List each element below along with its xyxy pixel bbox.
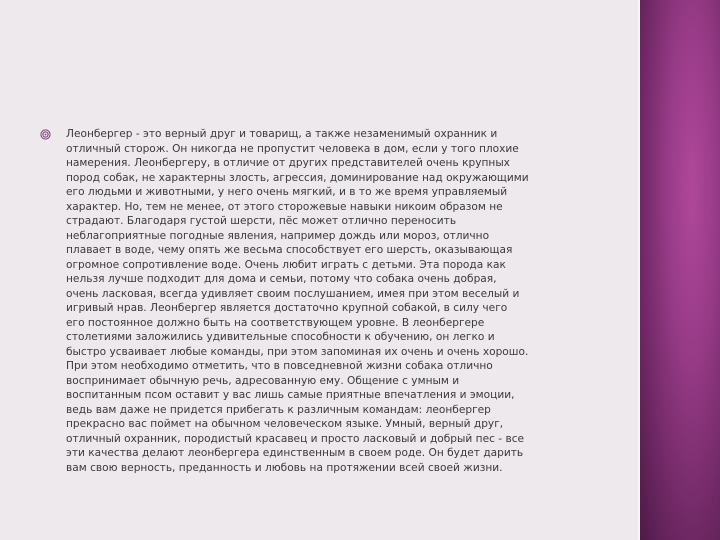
paragraph-line: При этом необходимо отметить, что в повседневной жизни собака отлично [66, 360, 493, 372]
paragraph-line: прекрасно вас поймет на обычном человеческом языке. Умный, верный друг, [66, 418, 504, 430]
paragraph-line: игривый нрав. Леонбергер является достаточно крупной собакой, в силу чего [66, 302, 508, 314]
paragraph-line: отличный охранник, породистый красавец и просто ласковый и добрый пес - все [66, 432, 525, 445]
paragraph-line: плавает в воде, чему опять же весьма способствует его шерсть, оказывающая [66, 244, 513, 256]
paragraph-line: быстро усваивает любые команды, при этом запоминая их очень и очень хорошо. [66, 345, 529, 358]
paragraph-line: страдают. Благодаря густой шерсти, пёс может отлично переносить [66, 215, 457, 227]
paragraph-line: эти качества делают леонбергера единственным в своем роде. Он будет дарить [66, 447, 524, 459]
paragraph-line: неблагоприятные погодные явления, например дождь или мороз, отлично [66, 229, 490, 242]
decorative-side-panel [640, 0, 720, 540]
body-paragraph [66, 127, 606, 475]
paragraph-line: огромное сопротивление воде. Очень любит играть с детьми. Эта порода как [66, 258, 506, 271]
paragraph-line: очень ласковая, всегда удивляет своим послушанием, имея при этом веселый и [66, 287, 520, 300]
paragraph-line: отличный сторож. Он никогда не пропустит человека в дом, если у того плохие [66, 142, 519, 155]
paragraph-line: воспринимает обычную речь, адресованную ему. Общение с умным и [66, 374, 460, 387]
paragraph-line: столетиями заложились удивительные способности к обучению, он легко и [66, 331, 495, 343]
target-bullet-icon [40, 129, 51, 140]
paragraph-line: Леонбергер - это верный друг и товарищ, а также незаменимый охранник и [66, 128, 498, 140]
paragraph-line: ведь вам даже не придется прибегать к различным командам: леонбергер [66, 403, 491, 416]
paragraph-line: его постоянное должно быть на соответствующем уровне. В леонбергере [66, 316, 485, 329]
paragraph-line: вам свою верность, преданность и любовь на протяжении всей своей жизни. [66, 461, 503, 474]
paragraph-line: намерения. Леонбергеру, в отличие от других представителей очень крупных [66, 157, 510, 169]
paragraph-line: воспитанным псом оставит у вас лишь самые приятные впечатления и эмоции, [66, 389, 515, 401]
paragraph-line: пород собак, не характерны злость, агрессия, доминирование над окружающими [66, 171, 529, 184]
paragraph-line: нельзя лучше подходит для дома и семьи, потому что собака очень добрая, [66, 273, 497, 285]
paragraph-line: его людьми и животными, у него очень мягкий, и в то же время управляемый [66, 186, 508, 198]
paragraph-line: характер. Но, тем не менее, от этого сторожевые навыки никоим образом не [66, 200, 503, 213]
